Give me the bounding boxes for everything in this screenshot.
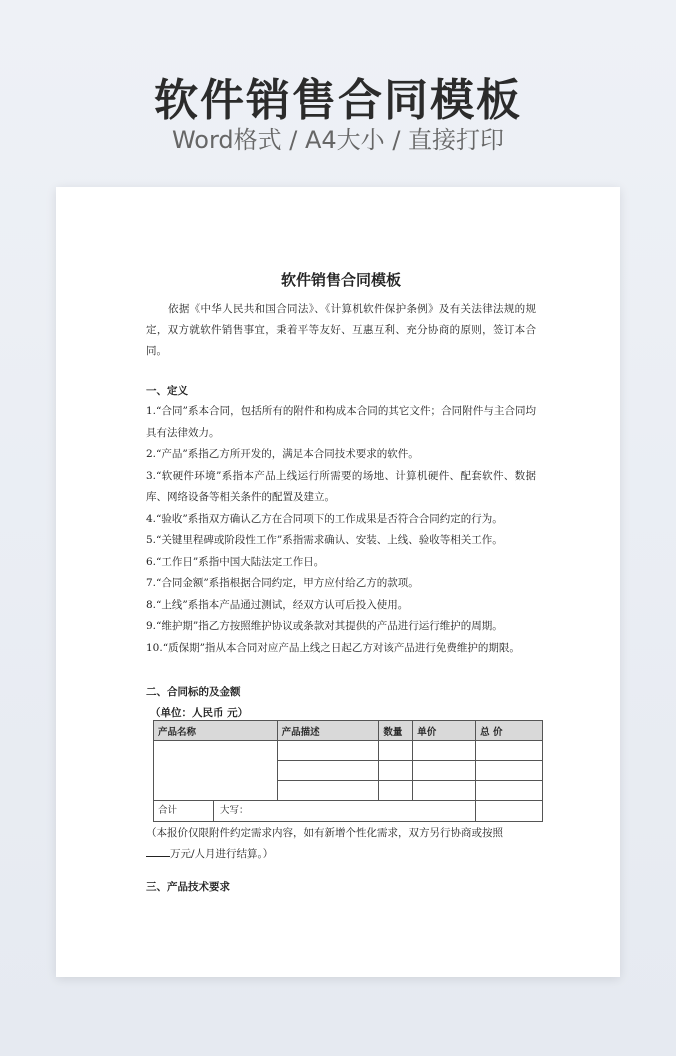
table-cell — [379, 761, 413, 781]
table-cell — [476, 781, 543, 801]
intro-paragraph: 依据《中华人民共和国合同法》、《计算机软件保护条例》及有关法律法规的规定，双方就软件销售事宜，秉着平等友好、互惠互利、充分协商的原则，签订本合同。 — [146, 303, 536, 357]
definition-item: 8.“上线”系指本产品通过测试，经双方认可后投入使用。 — [146, 598, 409, 611]
table-cell — [476, 741, 543, 761]
definitions-list — [146, 401, 536, 659]
section-heading-subject-amount: 二、合同标的及金额 — [146, 686, 241, 698]
product-name-cell — [154, 741, 278, 801]
col-product-description: 产品描述 — [277, 721, 379, 741]
uppercase-amount-label: 大写： — [220, 805, 249, 816]
table-row — [154, 741, 543, 761]
definition-item: 3.“软硬件环境”系指本产品上线运行所需要的场地、计算机硬件、配套软件、数据库、网络设备等相关条件的配置及建立。 — [146, 469, 536, 503]
definition-item: 9.“维护期”指乙方按照维护协议或条款对其提供的产品进行运行维护的周期。 — [146, 620, 503, 632]
banner-title: 软件销售合同模板 — [154, 75, 522, 126]
col-product-name: 产品名称 — [154, 721, 278, 741]
definition-item: 10.“质保期”指从本合同对应产品上线之日起乙方对该产品进行免费维护的期限。 — [146, 641, 520, 654]
pricing-note-tail: 万元/人月进行结算。） — [170, 848, 274, 860]
table-cell — [413, 741, 476, 761]
definition-item: 4.“验收”系指双方确认乙方在合同项下的工作成果是否符合合同约定的行为。 — [146, 512, 503, 525]
section-heading-technical-requirements: 三、产品技术要求 — [146, 881, 230, 893]
table-header-row — [154, 721, 543, 741]
definition-item: 7.“合同金额”系指根据合同约定，甲方应付给乙方的款项。 — [146, 577, 419, 589]
price-table — [153, 720, 543, 822]
document-page — [56, 187, 620, 977]
definition-item: 5.“关键里程碑或阶段性工作”系指需求确认、安装、上线、验收等相关工作。 — [146, 534, 503, 546]
col-total-price: 总 价 — [476, 721, 543, 741]
total-amount-cell — [476, 801, 543, 822]
total-row-cell — [154, 801, 476, 822]
pricing-note-text: （本报价仅限附件约定需求内容，如有新增个性化需求，双方另行协商或按照 — [146, 827, 503, 839]
definition-item: 1.“合同”系本合同，包括所有的附件和构成本合同的其它文件；合同附件与主合同均具有法律效力。 — [146, 405, 536, 439]
table-total-row — [154, 801, 543, 822]
table-cell — [277, 741, 379, 761]
table-cell — [379, 741, 413, 761]
document-title: 软件销售合同模板 — [280, 271, 401, 289]
definition-item: 2.“产品”系指乙方所开发的，满足本合同技术要求的软件。 — [146, 448, 419, 460]
table-cell — [476, 761, 543, 781]
total-label: 合计 — [154, 801, 214, 821]
section-heading-definitions: 一、定义 — [146, 385, 188, 397]
blank-field — [146, 846, 170, 857]
banner-subtitle: Word格式 / A4大小 / 直接打印 — [171, 126, 505, 154]
table-cell — [413, 781, 476, 801]
table-cell — [277, 781, 379, 801]
definition-item: 6.“工作日”系指中国大陆法定工作日。 — [146, 555, 325, 568]
currency-unit: （单位：人民币 元） — [150, 707, 249, 719]
col-unit-price: 单价 — [413, 721, 476, 741]
table-cell — [413, 761, 476, 781]
col-quantity: 数量 — [379, 721, 413, 741]
table-cell — [379, 781, 413, 801]
pricing-note — [146, 823, 536, 865]
table-cell — [277, 761, 379, 781]
